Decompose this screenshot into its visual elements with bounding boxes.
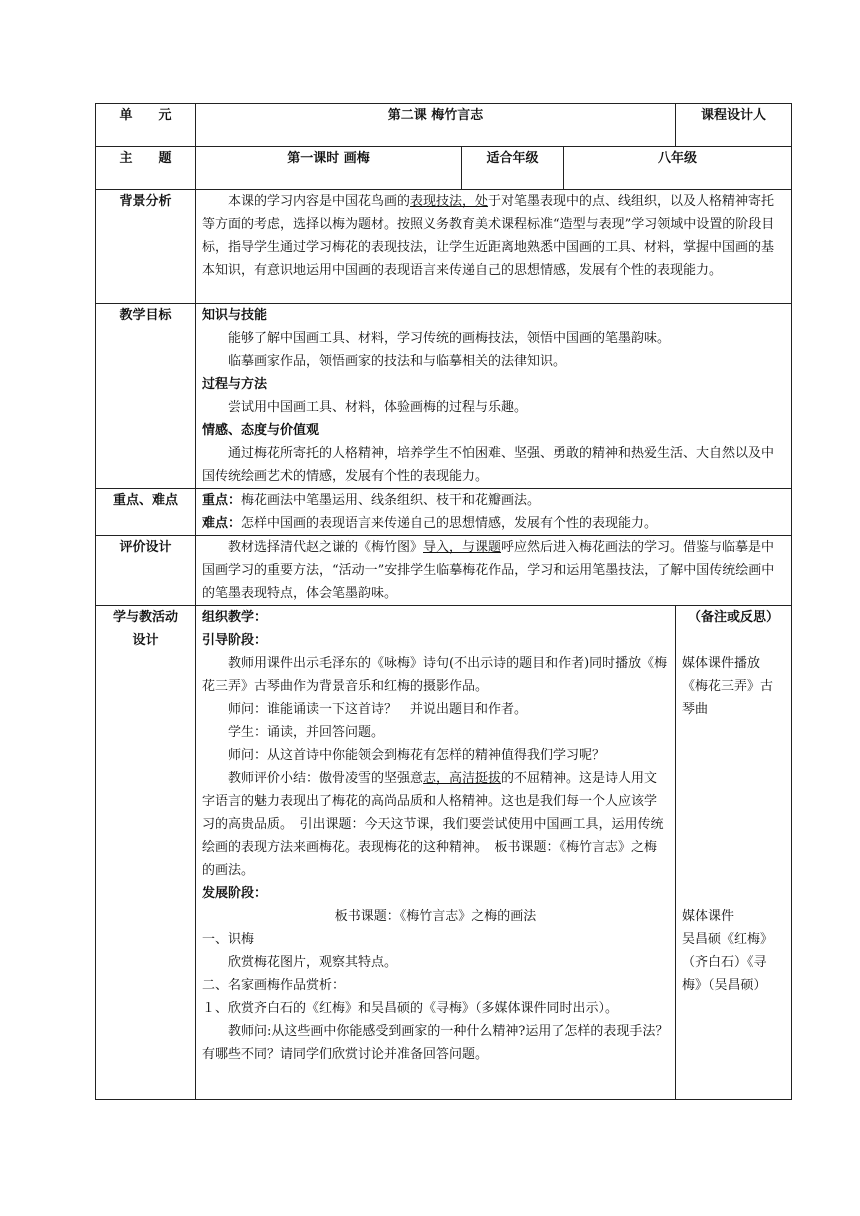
topic-value: 第一课时 画梅 (196, 147, 462, 190)
background-text: 本课的学习内容是中国花鸟画的表现技法，处于对笔墨表现中的点、线组织，以及人格精神寄托等方面的考虑，选择以梅为题材。按照义务教育美术课程标准“造型与表现”学习领域中设置的阶段目标，指导学生通过学习梅花的表现技法，让学生近距离地熟悉中国画的工具、材料，掌握中国画的基本知识，有意识地运用中国画的表现语言来传递自己的思想情感，发展有个性的表现能力。 (202, 194, 775, 278)
activity-notes (676, 606, 792, 1100)
row-key-points (96, 489, 792, 536)
row-evaluation (96, 536, 792, 606)
goals-content (196, 304, 792, 489)
activity-heading-intro: 引导阶段： (202, 633, 268, 648)
unit-value: 第二课 梅竹言志 (196, 104, 676, 147)
activity-text-1: 教师用课件出示毛泽东的《咏梅》诗句(不出示诗的题目和作者)同时播放《梅花三弄》古琴曲作为背景音乐和红梅的摄影作品。 (202, 656, 668, 694)
goals-text-2: 临摹画家作品，领悟画家的技法和与临摹相关的法律知识。 (228, 354, 567, 369)
activity-label: 学与教活动 设计 (96, 606, 196, 1100)
key-point-2: 难点：怎样中国画的表现语言来传递自己的思想情感，发展有个性的表现能力。 (202, 516, 658, 531)
background-content (196, 190, 792, 304)
grade-value: 八年级 (564, 147, 792, 190)
activity-text-7: 一、识梅 (202, 932, 255, 947)
row-unit (96, 104, 792, 147)
notes-spacer-2 (682, 721, 785, 905)
row-background (96, 190, 792, 304)
goals-label: 教学目标 (96, 304, 196, 489)
goals-text-1: 能够了解中国画工具、材料，学习传统的画梅技法，领悟中国画的笔墨韵味。 (228, 331, 671, 346)
activity-text-9: 二、名家画梅作品赏析： (202, 978, 346, 993)
key-points-label: 重点、难点 (96, 489, 196, 536)
evaluation-label: 评价设计 (96, 536, 196, 606)
activity-heading-org: 组织教学： (202, 610, 268, 625)
topic-label: 主 题 (96, 147, 196, 190)
key-points-content (196, 489, 792, 536)
row-topic (96, 147, 792, 190)
activity-text-10: １、欣赏齐白石的《红梅》和吴昌硕的《寻梅》（多媒体课件同时出示）。 (202, 1001, 619, 1016)
note-3: 吴昌硕《红梅》（齐白石）《寻梅》（吴昌硕） (682, 932, 774, 993)
lesson-plan-table (95, 103, 792, 1100)
row-goals (96, 304, 792, 489)
evaluation-text: 教材选择清代赵之谦的《梅竹图》导入，与课题呼应然后进入梅花画法的学习。借鉴与临摹是中国画学习的重要方法，“活动一”安排学生临摹梅花作品，学习和运用笔墨技法，了解中国传统绘画中的笔墨表现特点，体会笔墨韵味。 (202, 540, 775, 601)
goals-text-3: 尝试用中国画工具、材料，体验画梅的过程与乐趣。 (228, 400, 528, 415)
goals-heading-2: 过程与方法 (202, 377, 268, 392)
activity-text-11: 教师问:从这些画中你能感受到画家的一种什么精神?运用了怎样的表现手法？有哪些不同？请同学们欣赏讨论并准备回答问题。 (202, 1024, 669, 1062)
notes-heading: （备注或反思） (688, 610, 780, 625)
activity-text-3: 学生：诵读，并回答问题。 (228, 725, 385, 740)
note-2: 媒体课件 (682, 909, 735, 924)
grade-label: 适合年级 (462, 147, 564, 190)
activity-text-4: 师问：从这首诗中你能领会到梅花有怎样的精神值得我们学习呢？ (228, 748, 606, 763)
activity-text-8: 欣赏梅花图片，观察其特点。 (228, 955, 398, 970)
goals-heading-3: 情感、态度与价值观 (202, 423, 320, 438)
goals-text-4: 通过梅花所寄托的人格精神，培养学生不怕困难、坚强、勇敢的精神和热爱生活、大自然以及中国传统绘画艺术的情感，发展有个性的表现能力。 (202, 446, 775, 484)
goals-heading-1: 知识与技能 (202, 308, 268, 323)
notes-spacer (682, 629, 785, 652)
activity-content (196, 606, 676, 1100)
activity-text-2: 师问：谁能诵读一下这首诗？ 并说出题目和作者。 (228, 702, 528, 717)
background-label: 背景分析 (96, 190, 196, 304)
activity-text-6: 板书课题：《梅竹言志》之梅的画法 (334, 909, 537, 924)
note-1: 媒体课件播放《梅花三弄》古琴曲 (682, 656, 774, 717)
activity-heading-dev: 发展阶段： (202, 886, 268, 901)
row-activity (96, 606, 792, 1100)
activity-text-5: 教师评价小结：傲骨凌雪的坚强意志，高洁挺拔的不屈精神。这是诗人用文字语言的魅力表现出了梅花的高尚品质和人格精神。这也是我们每一个人应该学习的高贵品质。 引出课题：今天这节课，我们要尝试使用中国画工具，运用传统绘画的表现方法来画梅花。表现梅花的这种精神。 板书课题：《梅竹言志》之梅的画法。 (202, 771, 664, 878)
designer-label: 课程设计人 (676, 104, 792, 147)
key-point-1: 重点：梅花画法中笔墨运用、线条组织、枝干和花瓣画法。 (202, 493, 541, 508)
unit-label: 单 元 (96, 104, 196, 147)
evaluation-content (196, 536, 792, 606)
